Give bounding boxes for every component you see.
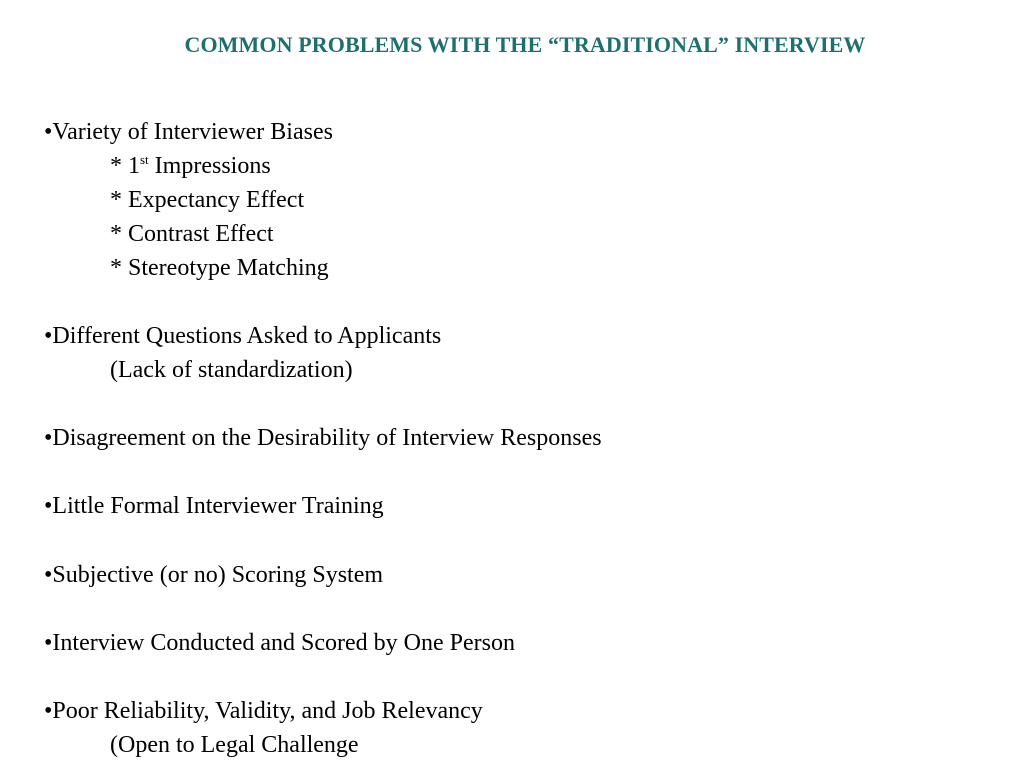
bullet-interviewer-biases: •Variety of Interviewer Biases	[44, 119, 333, 145]
bullet-little-training: •Little Formal Interviewer Training	[44, 493, 384, 519]
subitem-contrast-effect: * Contrast Effect	[110, 221, 274, 247]
subitem-lack-of-standardization: (Lack of standardization)	[110, 357, 353, 383]
bullet-different-questions: •Different Questions Asked to Applicants	[44, 323, 442, 349]
subitem-expectancy-effect: * Expectancy Effect	[110, 187, 305, 213]
subitem-legal-challenge: (Open to Legal Challenge	[110, 732, 359, 758]
slide-title: COMMON PROBLEMS WITH THE “TRADITIONAL” INTERVIEW	[184, 32, 866, 57]
bullet-one-person: •Interview Conducted and Scored by One Person	[44, 630, 515, 656]
bullet-poor-reliability: •Poor Reliability, Validity, and Job Relevancy	[44, 698, 483, 724]
subitem-first-impressions-prefix: * 1	[110, 153, 140, 179]
bullet-disagreement: •Disagreement on the Desirability of Interview Responses	[44, 425, 602, 451]
subitem-first-impressions	[110, 151, 271, 181]
subitem-stereotype-matching: * Stereotype Matching	[110, 255, 329, 281]
ordinal-superscript: st	[140, 152, 149, 167]
bullet-subjective-scoring: •Subjective (or no) Scoring System	[44, 562, 384, 588]
subitem-first-impressions-suffix: Impressions	[148, 153, 271, 179]
